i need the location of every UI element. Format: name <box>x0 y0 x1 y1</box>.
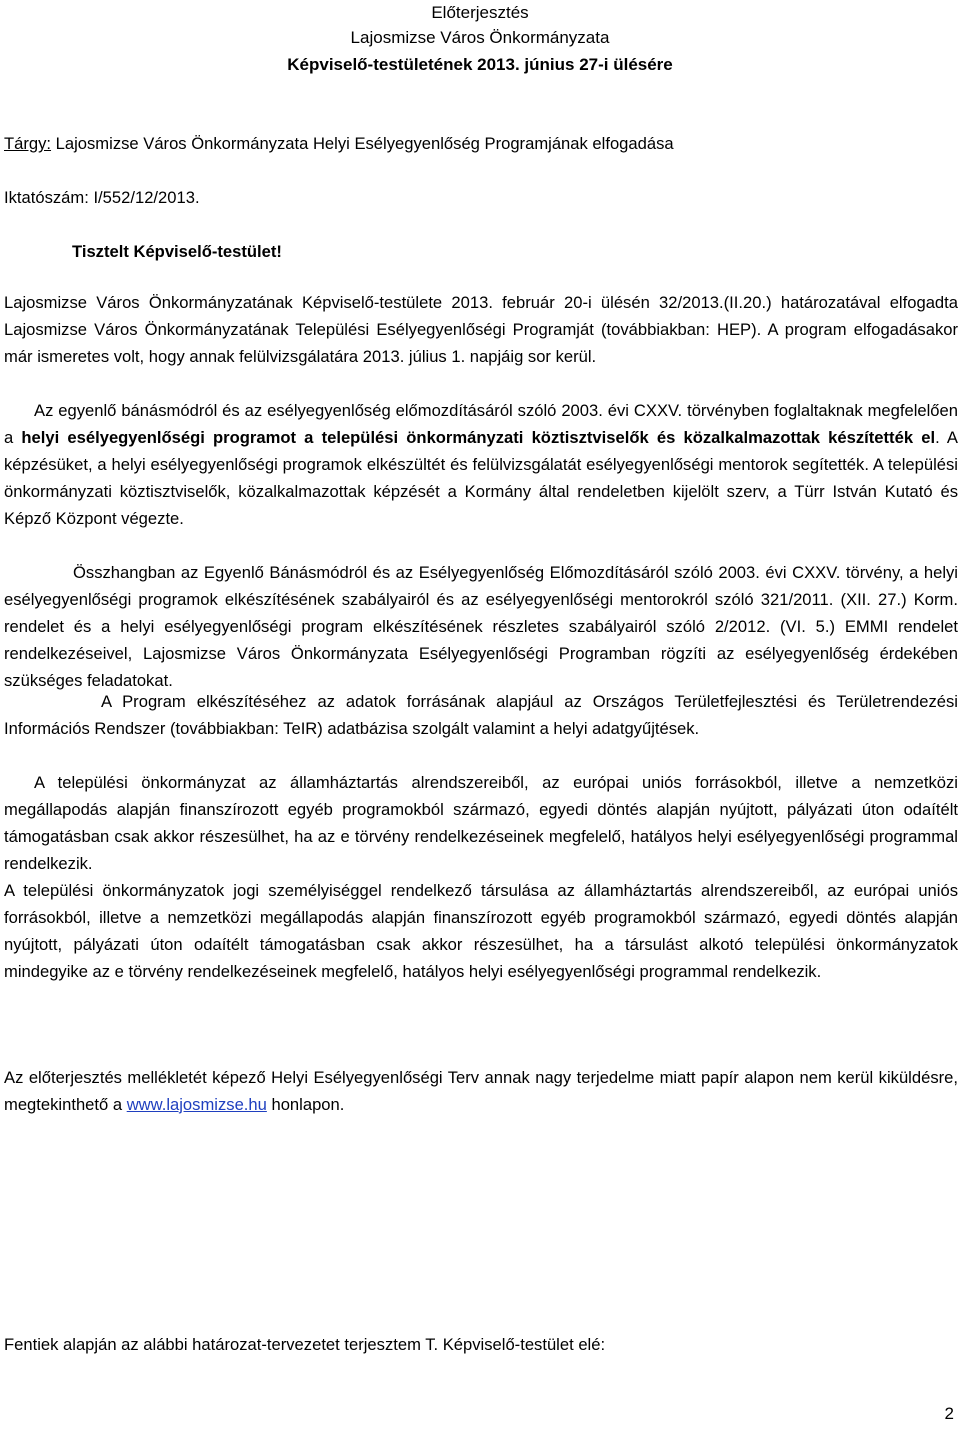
closing-sentence: Fentiek alapján az alábbi határozat-tervezetet terjesztem T. Képviselő-testület elé: <box>4 1335 606 1354</box>
municipality-name: Lajosmizse Város Önkormányzata <box>350 28 610 47</box>
subject-label: Tárgy: <box>4 134 52 153</box>
paragraph-7 <box>4 1064 958 1118</box>
page-number: 2 <box>944 1404 954 1423</box>
subject-text: Lajosmizse Város Önkormányzata Helyi Esélyegyenlőség Programjának elfogadása <box>51 134 674 153</box>
file-number: Iktatószám: I/552/12/2013. <box>4 188 200 207</box>
paragraph-4: A Program elkészítéséhez az adatok forrásának alapjául az Országos Területfejlesztési és Területrendezési Információs Rendszer (továbbiakban: TeIR) adatbázisa szolgált valamint a helyi adatgyűjtések. <box>4 692 958 738</box>
meeting-title: Képviselő-testületének 2013. június 27-i ülésére <box>287 55 673 74</box>
salutation: Tisztelt Képviselő-testület! <box>72 242 282 261</box>
paragraph-2-part1: Az egyenlő bánásmódról és az esélyegyenlőség előmozdításáról szóló 2003. évi CXXV. törvényben foglaltaknak megfelelően a <box>4 401 958 447</box>
paragraph-2-part2: . A képzésüket, a helyi esélyegyenlőségi programok elkészültét és felülvizsgálatát esélyegyenlőségi mentorok segítették. A települési önkormányzati köztisztviselők, közalkalmazottak képzését a Kormány által rendeletben kijelölt szerv, a Türr István Kutató és Képző Központ végezte. <box>4 428 959 528</box>
doc-type-title: Előterjesztés <box>431 3 529 22</box>
paragraph-5: A települési önkormányzat az államháztartás alrendszereiből, az európai uniós forrásokból, illetve a nemzetközi megállapodás alapján finanszírozott egyéb programokból származó, egyedi döntés alapján nyújtott, pályázati úton odaítélt támogatásban csak akkor részesülhet, ha az e törvény rendelkezéseinek megfelelő, hatályos helyi esélyegyenlőségi programmal rendelkezik. <box>4 773 958 873</box>
paragraph-7-part1: Az előterjesztés mellékletét képező Helyi Esélyegyenlőségi Terv annak nagy terjedelme miatt papír alapon nem kerül kiküldésre, megtekinthető a <box>4 1068 958 1114</box>
paragraph-2 <box>4 397 958 532</box>
subject-line <box>4 130 958 157</box>
paragraph-6: A települési önkormányzatok jogi személyiséggel rendelkező társulása az államháztartás alrendszereiből, az európai uniós forrásokból, illetve a nemzetközi megállapodás alapján finanszírozott egyéb programokból származó, egyedi döntés alapján nyújtott, pályázati úton odaítélt támogatásban csak akkor részesülhet, ha a társulást alkotó települési önkormányzatok mindegyike az e törvény rendelkezéseinek megfelelő, hatályos helyi esélyegyenlőségi programmal rendelkezik. <box>4 881 958 981</box>
paragraph-2-bold: helyi esélyegyenlőségi programot a települési önkormányzati köztisztviselők és közalkalmazottak készítették el <box>21 428 936 447</box>
website-link[interactable]: www.lajosmizse.hu <box>126 1095 267 1114</box>
paragraph-7-part2: honlapon. <box>266 1095 345 1114</box>
paragraph-1: Lajosmizse Város Önkormányzatának Képviselő-testülete 2013. február 20-i ülésén 32/2013.(II.20.) határozatával elfogadta Lajosmizse Város Önkormányzatának Települési Esélyegyenlőségi Programját (továbbiakban: HEP). A program elfogadásakor már ismeretes volt, hogy annak felülvizsgálatára 2013. július 1. napjáig sor kerül. <box>4 293 958 366</box>
paragraph-3: Összhangban az Egyenlő Bánásmódról és az Esélyegyenlőség Előmozdításáról szóló 2003. évi CXXV. törvény, a helyi esélyegyenlőségi programok elkészítésének szabályairól és az esélyegyenlőségi mentorokról szóló 321/2011. (XII. 27.) Korm. rendelet és a helyi esélyegyenlőségi program elkészítésének részletes szabályairól szóló 2/2012. (VI. 5.) EMMI rendelet rendelkezéseivel, Lajosmizse Város Önkormányzata Esélyegyenlőségi Programban rögzíti az esélyegyenlőség érdekében szükséges feladatokat. <box>4 563 958 690</box>
